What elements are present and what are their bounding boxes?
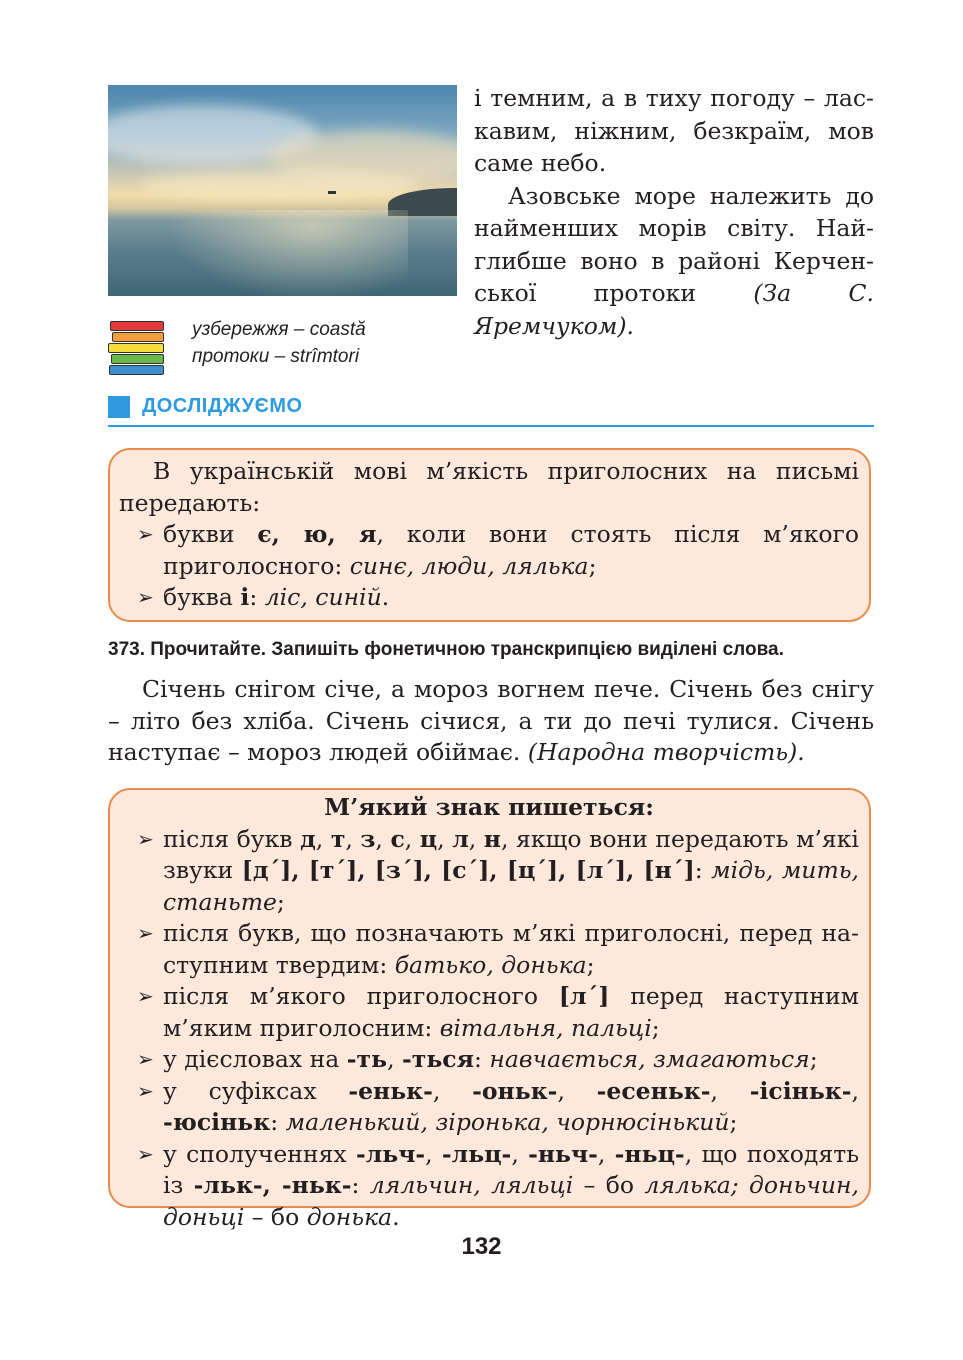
- arrow-bullet-icon: ➢: [137, 585, 154, 609]
- rule-item: ➢ у суфіксах -еньк-, -оньк-, -есеньк-, -ісіньк-, -юсіньк: маленький, зіронька, чорнюсінький;: [137, 1076, 859, 1136]
- glossary: [192, 316, 366, 370]
- exercise-text: [108, 674, 874, 769]
- rule-item: ➢ після м’якого приголосного [л´] перед наступним м’яким приголосним: вітальня, пальці;: [137, 982, 859, 1042]
- arrow-bullet-icon: ➢: [137, 522, 154, 546]
- paragraph: і темним, а в тиху погоду – ласкавим, ніжним, безкраїм, мов саме небо.: [474, 84, 874, 177]
- rule-item: ➢ у сполученнях -льч-, -льц-, -ньч-, -ньц-, що походять із -льк-, -ньк-: ляльчин, ляльці – бо лялька; доньчин, доньці – бо донька.: [137, 1139, 860, 1231]
- source-citation: (За С. Яремчуком).: [474, 279, 874, 340]
- arrow-bullet-icon: ➢: [137, 921, 154, 945]
- glossary-line: узбережжя – coastă: [192, 319, 366, 340]
- rule-box-soft-sign: [108, 788, 871, 1231]
- arrow-bullet-icon: ➢: [137, 826, 154, 851]
- rule-box: [108, 448, 871, 622]
- sea-photo: [108, 85, 457, 296]
- rule-item: ➢ букви є, ю, я, коли вони стоять після м’якого приголосного: синє, люди, лялька;: [137, 520, 859, 580]
- text-column: [474, 82, 874, 342]
- section-marker-icon: [108, 396, 130, 418]
- rule-title: М’який знак пишеться:: [324, 793, 654, 821]
- rule-lead: В українській мові м’якість приголосних на письмі передають:: [119, 457, 859, 517]
- section-title: ДОСЛІДЖУЄМО: [142, 395, 303, 417]
- exercise-heading: 373. Прочитайте. Запишіть фонетичною транскрипцією виділені слова.: [108, 639, 784, 660]
- paragraph: Січень снігом січе, а мороз вогнем пече. Січень без снігу – літо без хліба. Січень січися, а ти до печі тулися. Січень наступає – мороз людей обіймає. (Народна творчість).: [108, 675, 874, 766]
- arrow-bullet-icon: ➢: [137, 1141, 154, 1166]
- section-divider: [108, 425, 874, 427]
- rule-item: ➢ після букв, що позначають м’які приголосні, перед наступним твердим: батько, донька;: [137, 919, 859, 979]
- source-citation: (Народна творчість).: [527, 738, 805, 766]
- glossary-line: протоки – strîmtori: [192, 346, 360, 367]
- books-icon: [108, 321, 168, 373]
- photo-cloud: [138, 170, 418, 200]
- rule-item: ➢ у дієсловах на -ть, -ться: навчається, змагаються;: [119, 1044, 859, 1076]
- page-number: 132: [461, 1233, 502, 1260]
- rule-item: ➢ буква і: ліс, синій.: [119, 582, 859, 614]
- arrow-bullet-icon: ➢: [137, 1047, 154, 1071]
- paragraph: [474, 180, 874, 343]
- paragraph-text: Азовське море належить до найменших морів світу. Найглибше воно в районі Керченської протоки: [474, 181, 874, 307]
- rule-item: ➢ після букв д, т, з, с, ц, л, н, якщо вони передають м’які звуки [д´], [т´], [з´], [с´], [ц´], [л´], [н´]: мідь, мить, станьте;: [137, 824, 859, 916]
- arrow-bullet-icon: ➢: [137, 984, 154, 1008]
- arrow-bullet-icon: ➢: [137, 1078, 154, 1103]
- photo-boat: [328, 191, 336, 194]
- photo-sea-shine: [168, 210, 408, 296]
